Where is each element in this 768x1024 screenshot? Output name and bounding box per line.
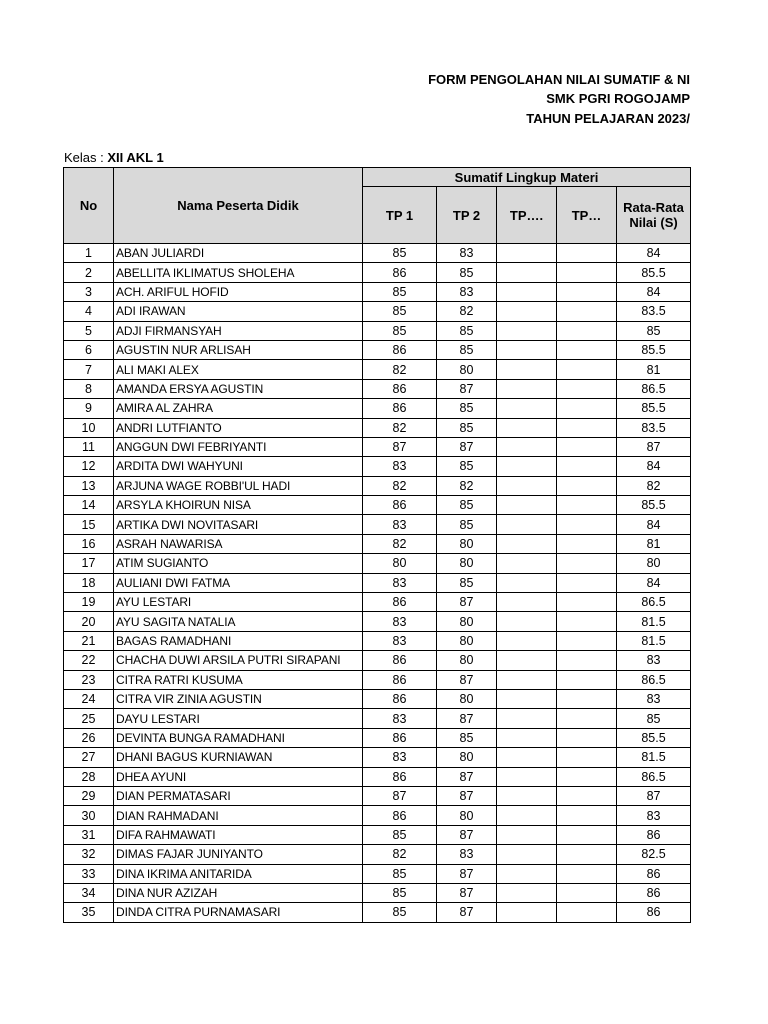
cell-tp2: 82 <box>437 476 497 495</box>
header-average-line2: Nilai (S) <box>629 215 678 230</box>
header-no: No <box>64 168 114 244</box>
cell-tp2: 87 <box>437 379 497 398</box>
cell-tp2: 83 <box>437 845 497 864</box>
cell-average: 86.5 <box>617 379 691 398</box>
cell-tp4 <box>557 360 617 379</box>
cell-tp2: 82 <box>437 302 497 321</box>
table-row <box>64 786 691 805</box>
cell-average: 86 <box>617 903 691 922</box>
cell-name: DHEA AYUNI <box>114 767 363 786</box>
cell-tp4 <box>557 457 617 476</box>
cell-no: 26 <box>64 728 114 747</box>
cell-tp1: 83 <box>363 573 437 592</box>
cell-tp2: 85 <box>437 340 497 359</box>
cell-average: 86 <box>617 883 691 902</box>
cell-tp3 <box>497 282 557 301</box>
cell-tp2: 85 <box>437 263 497 282</box>
cell-no: 18 <box>64 573 114 592</box>
cell-no: 12 <box>64 457 114 476</box>
cell-tp4 <box>557 631 617 650</box>
cell-tp4 <box>557 845 617 864</box>
cell-tp3 <box>497 418 557 437</box>
table-body <box>64 244 691 923</box>
cell-name: CITRA RATRI KUSUMA <box>114 670 363 689</box>
cell-name: DIAN PERMATASARI <box>114 786 363 805</box>
cell-name: DINA NUR AZIZAH <box>114 883 363 902</box>
cell-name: ARSYLA KHOIRUN NISA <box>114 496 363 515</box>
cell-tp3 <box>497 631 557 650</box>
cell-tp2: 87 <box>437 670 497 689</box>
cell-average: 85 <box>617 709 691 728</box>
cell-tp4 <box>557 263 617 282</box>
table-row <box>64 709 691 728</box>
cell-average: 83.5 <box>617 418 691 437</box>
cell-tp4 <box>557 612 617 631</box>
cell-tp2: 85 <box>437 728 497 747</box>
cell-tp4 <box>557 573 617 592</box>
table-row <box>64 767 691 786</box>
cell-tp2: 83 <box>437 244 497 263</box>
cell-no: 1 <box>64 244 114 263</box>
cell-tp1: 80 <box>363 554 437 573</box>
cell-name: AYU SAGITA NATALIA <box>114 612 363 631</box>
class-value: XII AKL 1 <box>107 150 164 165</box>
cell-no: 17 <box>64 554 114 573</box>
table-row <box>64 476 691 495</box>
cell-tp4 <box>557 418 617 437</box>
cell-tp1: 86 <box>363 263 437 282</box>
cell-no: 32 <box>64 845 114 864</box>
cell-name: AMANDA ERSYA AGUSTIN <box>114 379 363 398</box>
cell-tp4 <box>557 767 617 786</box>
table-row <box>64 554 691 573</box>
cell-tp3 <box>497 244 557 263</box>
cell-average: 83 <box>617 806 691 825</box>
cell-tp1: 85 <box>363 825 437 844</box>
cell-tp3 <box>497 321 557 340</box>
cell-name: ANDRI LUTFIANTO <box>114 418 363 437</box>
table-row <box>64 360 691 379</box>
cell-name: ARTIKA DWI NOVITASARI <box>114 515 363 534</box>
school-name: SMK PGRI ROGOJAMP <box>546 91 690 106</box>
cell-average: 86.5 <box>617 767 691 786</box>
cell-tp2: 87 <box>437 864 497 883</box>
cell-tp2: 85 <box>437 399 497 418</box>
table-row <box>64 515 691 534</box>
cell-average: 81 <box>617 534 691 553</box>
cell-tp2: 85 <box>437 515 497 534</box>
cell-tp3 <box>497 302 557 321</box>
cell-name: ABAN JULIARDI <box>114 244 363 263</box>
table-row <box>64 457 691 476</box>
table-row <box>64 496 691 515</box>
class-label: Kelas : <box>64 150 104 165</box>
cell-tp3 <box>497 689 557 708</box>
cell-no: 13 <box>64 476 114 495</box>
cell-no: 6 <box>64 340 114 359</box>
cell-tp3 <box>497 845 557 864</box>
cell-tp3 <box>497 457 557 476</box>
academic-year: TAHUN PELAJARAN 2023/ <box>526 111 690 126</box>
table-row <box>64 612 691 631</box>
table-row <box>64 670 691 689</box>
cell-tp1: 83 <box>363 748 437 767</box>
cell-no: 16 <box>64 534 114 553</box>
form-title: FORM PENGOLAHAN NILAI SUMATIF & NI <box>428 72 690 87</box>
cell-no: 15 <box>64 515 114 534</box>
cell-name: ATIM SUGIANTO <box>114 554 363 573</box>
cell-tp3 <box>497 709 557 728</box>
header-average <box>617 187 691 244</box>
cell-tp3 <box>497 864 557 883</box>
header-tp4: TP… <box>557 187 617 244</box>
cell-tp3 <box>497 515 557 534</box>
cell-name: DIMAS FAJAR JUNIYANTO <box>114 845 363 864</box>
cell-name: DHANI BAGUS KURNIAWAN <box>114 748 363 767</box>
cell-tp1: 82 <box>363 534 437 553</box>
cell-average: 83 <box>617 689 691 708</box>
cell-no: 2 <box>64 263 114 282</box>
cell-tp1: 85 <box>363 864 437 883</box>
cell-tp1: 83 <box>363 709 437 728</box>
cell-tp1: 86 <box>363 767 437 786</box>
cell-no: 10 <box>64 418 114 437</box>
cell-no: 31 <box>64 825 114 844</box>
cell-name: ADJI FIRMANSYAH <box>114 321 363 340</box>
table-row <box>64 379 691 398</box>
cell-tp4 <box>557 554 617 573</box>
cell-tp3 <box>497 786 557 805</box>
cell-tp3 <box>497 903 557 922</box>
cell-tp1: 85 <box>363 302 437 321</box>
cell-no: 22 <box>64 651 114 670</box>
table-row <box>64 437 691 456</box>
cell-tp1: 86 <box>363 728 437 747</box>
cell-tp3 <box>497 360 557 379</box>
table-row <box>64 631 691 650</box>
cell-tp1: 83 <box>363 612 437 631</box>
table-row <box>64 302 691 321</box>
cell-tp1: 85 <box>363 244 437 263</box>
cell-tp3 <box>497 573 557 592</box>
cell-tp1: 86 <box>363 689 437 708</box>
cell-name: DINDA CITRA PURNAMASARI <box>114 903 363 922</box>
table-row <box>64 728 691 747</box>
cell-tp3 <box>497 806 557 825</box>
cell-tp1: 86 <box>363 340 437 359</box>
cell-name: ADI IRAWAN <box>114 302 363 321</box>
cell-no: 20 <box>64 612 114 631</box>
cell-tp4 <box>557 534 617 553</box>
cell-name: ACH. ARIFUL HOFID <box>114 282 363 301</box>
cell-tp4 <box>557 728 617 747</box>
cell-tp1: 86 <box>363 593 437 612</box>
cell-no: 19 <box>64 593 114 612</box>
cell-average: 86.5 <box>617 593 691 612</box>
cell-tp1: 85 <box>363 321 437 340</box>
cell-tp2: 85 <box>437 321 497 340</box>
table-row <box>64 689 691 708</box>
cell-average: 81.5 <box>617 631 691 650</box>
cell-tp1: 85 <box>363 282 437 301</box>
cell-tp4 <box>557 864 617 883</box>
cell-no: 21 <box>64 631 114 650</box>
cell-no: 14 <box>64 496 114 515</box>
header-tp1: TP 1 <box>363 187 437 244</box>
cell-tp2: 87 <box>437 437 497 456</box>
cell-no: 5 <box>64 321 114 340</box>
class-info <box>64 150 164 165</box>
cell-no: 29 <box>64 786 114 805</box>
table-row <box>64 573 691 592</box>
cell-name: AMIRA AL ZAHRA <box>114 399 363 418</box>
header-summative-group: Sumatif Lingkup Materi <box>363 168 691 187</box>
table-row <box>64 263 691 282</box>
cell-average: 85.5 <box>617 728 691 747</box>
header-tp2: TP 2 <box>437 187 497 244</box>
cell-no: 23 <box>64 670 114 689</box>
cell-tp2: 87 <box>437 593 497 612</box>
cell-tp4 <box>557 379 617 398</box>
cell-tp2: 80 <box>437 806 497 825</box>
cell-average: 86.5 <box>617 670 691 689</box>
cell-average: 84 <box>617 515 691 534</box>
table-row <box>64 883 691 902</box>
cell-tp4 <box>557 825 617 844</box>
cell-tp4 <box>557 244 617 263</box>
cell-tp2: 87 <box>437 786 497 805</box>
table-row <box>64 651 691 670</box>
cell-tp1: 86 <box>363 806 437 825</box>
cell-name: DEVINTA BUNGA RAMADHANI <box>114 728 363 747</box>
cell-tp3 <box>497 593 557 612</box>
table-row <box>64 282 691 301</box>
cell-tp3 <box>497 767 557 786</box>
cell-name: ANGGUN DWI FEBRIYANTI <box>114 437 363 456</box>
cell-tp3 <box>497 399 557 418</box>
table-row <box>64 321 691 340</box>
cell-no: 9 <box>64 399 114 418</box>
cell-tp4 <box>557 282 617 301</box>
cell-tp1: 83 <box>363 515 437 534</box>
cell-name: ARJUNA WAGE ROBBI'UL HADI <box>114 476 363 495</box>
cell-average: 84 <box>617 573 691 592</box>
cell-average: 85.5 <box>617 340 691 359</box>
table-row <box>64 244 691 263</box>
header-average-line1: Rata-Rata <box>623 200 684 215</box>
cell-average: 81 <box>617 360 691 379</box>
table-row <box>64 534 691 553</box>
cell-tp1: 86 <box>363 399 437 418</box>
cell-tp1: 86 <box>363 496 437 515</box>
cell-name: AGUSTIN NUR ARLISAH <box>114 340 363 359</box>
cell-average: 81.5 <box>617 612 691 631</box>
cell-name: DIFA RAHMAWATI <box>114 825 363 844</box>
cell-tp4 <box>557 670 617 689</box>
cell-tp1: 83 <box>363 457 437 476</box>
cell-no: 11 <box>64 437 114 456</box>
cell-no: 7 <box>64 360 114 379</box>
cell-tp2: 87 <box>437 825 497 844</box>
table-row <box>64 340 691 359</box>
cell-tp1: 83 <box>363 631 437 650</box>
cell-tp2: 85 <box>437 573 497 592</box>
cell-average: 85.5 <box>617 496 691 515</box>
cell-no: 30 <box>64 806 114 825</box>
cell-tp1: 86 <box>363 651 437 670</box>
cell-tp3 <box>497 534 557 553</box>
cell-tp4 <box>557 903 617 922</box>
cell-tp3 <box>497 340 557 359</box>
cell-tp1: 87 <box>363 437 437 456</box>
cell-average: 83 <box>617 651 691 670</box>
cell-average: 87 <box>617 437 691 456</box>
cell-tp4 <box>557 476 617 495</box>
cell-average: 82.5 <box>617 845 691 864</box>
cell-average: 81.5 <box>617 748 691 767</box>
table-row <box>64 845 691 864</box>
cell-no: 33 <box>64 864 114 883</box>
cell-tp4 <box>557 399 617 418</box>
cell-tp3 <box>497 728 557 747</box>
table-row <box>64 864 691 883</box>
cell-tp3 <box>497 437 557 456</box>
cell-tp4 <box>557 651 617 670</box>
cell-average: 86 <box>617 825 691 844</box>
cell-average: 80 <box>617 554 691 573</box>
cell-tp4 <box>557 340 617 359</box>
cell-tp2: 87 <box>437 903 497 922</box>
cell-tp4 <box>557 883 617 902</box>
cell-no: 28 <box>64 767 114 786</box>
header-tp3: TP…. <box>497 187 557 244</box>
cell-tp2: 80 <box>437 651 497 670</box>
cell-tp4 <box>557 321 617 340</box>
cell-tp2: 83 <box>437 282 497 301</box>
table-row <box>64 806 691 825</box>
cell-tp4 <box>557 689 617 708</box>
cell-name: ARDITA DWI WAHYUNI <box>114 457 363 476</box>
table-row <box>64 903 691 922</box>
cell-name: ABELLITA IKLIMATUS SHOLEHA <box>114 263 363 282</box>
table-row <box>64 399 691 418</box>
cell-name: CITRA VIR ZINIA AGUSTIN <box>114 689 363 708</box>
cell-no: 27 <box>64 748 114 767</box>
cell-tp2: 80 <box>437 631 497 650</box>
cell-name: DINA IKRIMA ANITARIDA <box>114 864 363 883</box>
table-row <box>64 825 691 844</box>
cell-tp1: 87 <box>363 786 437 805</box>
cell-tp2: 80 <box>437 554 497 573</box>
cell-name: ASRAH NAWARISA <box>114 534 363 553</box>
cell-tp4 <box>557 302 617 321</box>
cell-tp3 <box>497 496 557 515</box>
cell-no: 4 <box>64 302 114 321</box>
cell-tp3 <box>497 883 557 902</box>
cell-tp1: 82 <box>363 476 437 495</box>
cell-average: 86 <box>617 864 691 883</box>
cell-tp2: 80 <box>437 748 497 767</box>
cell-name: CHACHA DUWI ARSILA PUTRI SIRAPANI <box>114 651 363 670</box>
cell-name: BAGAS RAMADHANI <box>114 631 363 650</box>
cell-tp1: 86 <box>363 379 437 398</box>
table-row <box>64 593 691 612</box>
cell-tp3 <box>497 748 557 767</box>
cell-tp3 <box>497 670 557 689</box>
cell-tp3 <box>497 554 557 573</box>
table-row <box>64 748 691 767</box>
cell-tp3 <box>497 476 557 495</box>
cell-average: 84 <box>617 457 691 476</box>
cell-no: 34 <box>64 883 114 902</box>
cell-tp4 <box>557 786 617 805</box>
cell-tp2: 80 <box>437 612 497 631</box>
cell-average: 85.5 <box>617 263 691 282</box>
cell-tp1: 82 <box>363 845 437 864</box>
cell-tp4 <box>557 593 617 612</box>
cell-tp3 <box>497 263 557 282</box>
grades-table <box>63 167 691 923</box>
cell-average: 83.5 <box>617 302 691 321</box>
cell-tp3 <box>497 651 557 670</box>
header-student-name: Nama Peserta Didik <box>114 168 363 244</box>
cell-no: 3 <box>64 282 114 301</box>
cell-average: 84 <box>617 244 691 263</box>
cell-tp2: 87 <box>437 709 497 728</box>
cell-tp2: 80 <box>437 689 497 708</box>
cell-tp4 <box>557 806 617 825</box>
cell-tp2: 87 <box>437 883 497 902</box>
cell-tp4 <box>557 748 617 767</box>
cell-name: DIAN RAHMADANI <box>114 806 363 825</box>
cell-no: 25 <box>64 709 114 728</box>
cell-average: 84 <box>617 282 691 301</box>
cell-tp2: 85 <box>437 457 497 476</box>
cell-tp4 <box>557 515 617 534</box>
cell-tp4 <box>557 709 617 728</box>
cell-tp1: 85 <box>363 883 437 902</box>
cell-tp1: 85 <box>363 903 437 922</box>
cell-tp4 <box>557 437 617 456</box>
cell-name: ALI MAKI ALEX <box>114 360 363 379</box>
cell-tp3 <box>497 612 557 631</box>
table-row <box>64 418 691 437</box>
cell-tp1: 86 <box>363 670 437 689</box>
cell-tp1: 82 <box>363 360 437 379</box>
cell-tp2: 87 <box>437 767 497 786</box>
cell-no: 8 <box>64 379 114 398</box>
cell-tp2: 85 <box>437 418 497 437</box>
cell-name: AULIANI DWI FATMA <box>114 573 363 592</box>
cell-average: 85 <box>617 321 691 340</box>
cell-no: 35 <box>64 903 114 922</box>
cell-tp2: 80 <box>437 534 497 553</box>
cell-name: AYU LESTARI <box>114 593 363 612</box>
cell-name: DAYU LESTARI <box>114 709 363 728</box>
cell-tp2: 80 <box>437 360 497 379</box>
cell-average: 82 <box>617 476 691 495</box>
cell-tp1: 82 <box>363 418 437 437</box>
cell-tp3 <box>497 379 557 398</box>
cell-no: 24 <box>64 689 114 708</box>
cell-average: 87 <box>617 786 691 805</box>
cell-tp4 <box>557 496 617 515</box>
cell-average: 85.5 <box>617 399 691 418</box>
cell-tp2: 85 <box>437 496 497 515</box>
cell-tp3 <box>497 825 557 844</box>
